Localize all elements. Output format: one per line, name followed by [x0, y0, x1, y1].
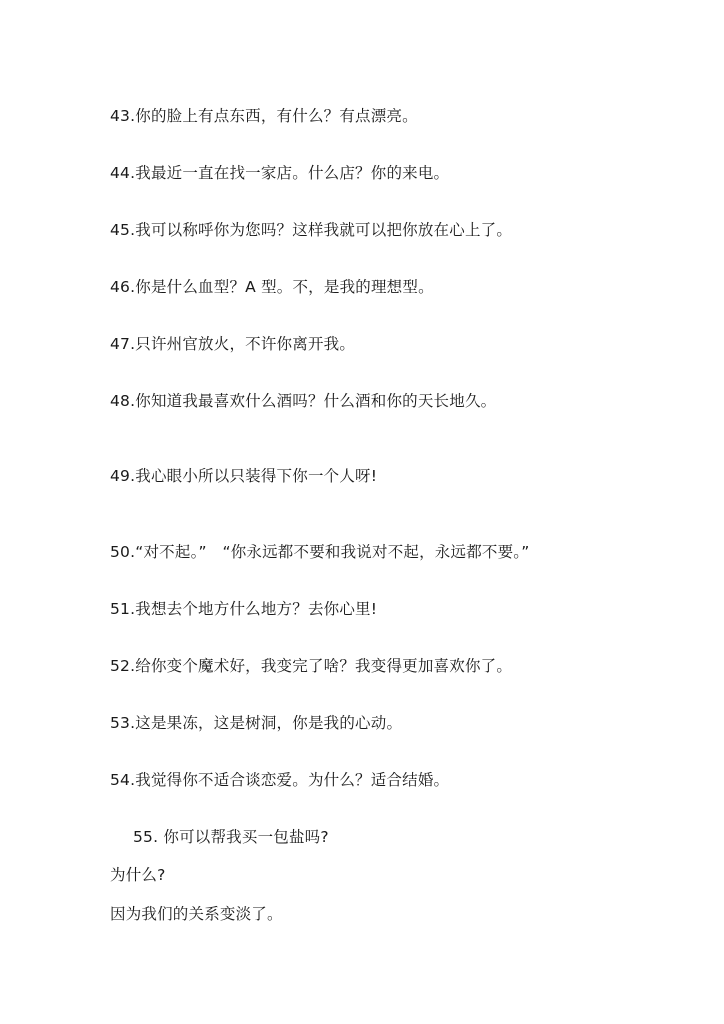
text-line-55-question: 为什么? [110, 866, 166, 884]
text-line-50: 50.“对不起。” “你永远都不要和我说对不起，永远都不要。” [110, 543, 530, 561]
text-line-47: 47.只许州官放火，不许你离开我。 [110, 335, 356, 353]
text-line-43: 43.你的脸上有点东西，有什么？有点漂亮。 [110, 107, 418, 125]
text-line-48: 48.你知道我最喜欢什么酒吗？什么酒和你的天长地久。 [110, 392, 497, 410]
text-line-51: 51.我想去个地方什么地方？去你心里! [110, 600, 378, 618]
text-line-53: 53.这是果冻，这是树洞，你是我的心动。 [110, 714, 403, 732]
text-line-54: 54.我觉得你不适合谈恋爱。为什么？适合结婚。 [110, 771, 450, 789]
text-line-44: 44.我最近一直在找一家店。什么店？你的来电。 [110, 164, 450, 182]
text-line-45: 45.我可以称呼你为您吗？这样我就可以把你放在心上了。 [110, 221, 513, 239]
text-line-46: 46.你是什么血型？A 型。不，是我的理想型。 [110, 278, 434, 296]
text-line-52: 52.给你变个魔术好，我变完了啥？我变得更加喜欢你了。 [110, 657, 513, 675]
text-line-55-answer: 因为我们的关系变淡了。 [110, 905, 283, 923]
text-line-55: 55. 你可以帮我买一包盐吗? [133, 828, 329, 846]
text-line-49: 49.我心眼小所以只装得下你一个人呀! [110, 467, 378, 485]
